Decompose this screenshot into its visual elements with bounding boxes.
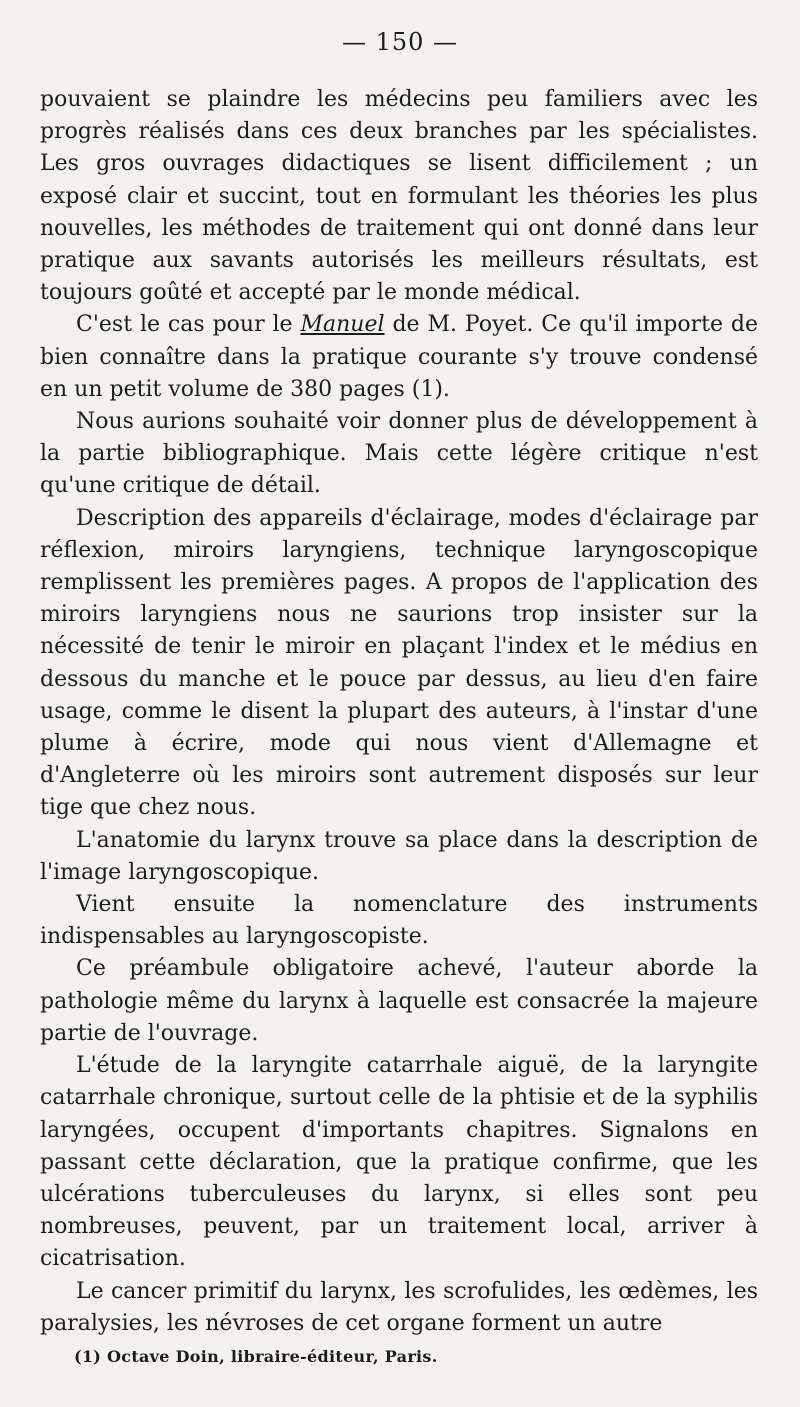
paragraph-6: Vient ensuite la nomenclature des instruments indispensables au laryngoscopiste. [40, 892, 758, 950]
paragraph-9: Le cancer primitif du larynx, les scrofulides, les œdèmes, les paralysies, les névroses de cet organe forment un autre [40, 1278, 758, 1336]
manuel-italic: Manuel [300, 312, 385, 338]
body-text [40, 84, 758, 1340]
paragraph-2-end: de M. Poyet. Ce qu'il importe de bien connaître dans la pratique courante s'y trouve condensé en un petit volume de 380 pages (1). [40, 312, 758, 402]
paragraph-7: Ce préambule obligatoire achevé, l'auteur aborde la pathologie même du larynx à laquelle est consacrée la majeure partie de l'ouvrage. [40, 956, 758, 1046]
paragraph-1: pouvaient se plaindre les médecins peu familiers avec les progrès réalisés dans ces deux branches par les spécialistes. Les gros ouvrages didactiques se lisent difficilement ; un exposé clair et succint, tout en formulant les théories les plus nouvelles, les méthodes de traitement qui ont donné dans leur pratique aux savants autorisés les meilleurs résultats, est toujours goûté et accepté par le monde médical. [40, 87, 758, 306]
paragraph-4: Description des appareils d'éclairage, modes d'éclairage par réflexion, miroirs laryngiens, technique laryngoscopique remplissent les premières pages. A propos de l'application des miroirs laryngiens nous ne saurions trop insister sur la nécessité de tenir le miroir en plaçant l'index et le médius en dessous du manche et le pouce par dessus, au lieu d'en faire usage, comme le disent la plupart des auteurs, à l'instar d'une plume à écrire, mode qui nous vient d'Allemagne et d'Angleterre où les miroirs sont autrement disposés sur leur tige que chez nous. [40, 505, 758, 821]
paragraph-8: L'étude de la laryngite catarrhale aiguë, de la laryngite catarrhale chronique, surtout celle de la phtisie et de la syphilis laryngées, occupent d'importants chapitres. Signalons en passant cette déclaration, que la pratique confirme, que les ulcérations tuberculeuses du larynx, si elles sont peu nombreuses, peuvent, par un traitement local, arriver à cicatrisation. [40, 1053, 758, 1272]
paragraph-2 [40, 309, 758, 406]
page-number: — 150 — [341, 28, 459, 56]
footnote: (1) Octave Doin, libraire-éditeur, Paris. [74, 1347, 438, 1366]
paragraph-3: Nous aurions souhaité voir donner plus de développement à la partie bibliographique. Mais cette légère critique n'est qu'une critique de détail. [40, 409, 758, 499]
paragraph-2-start: C'est le cas pour le [76, 312, 301, 338]
paragraph-5: L'anatomie du larynx trouve sa place dans la description de l'image laryngoscopique. [40, 827, 758, 885]
